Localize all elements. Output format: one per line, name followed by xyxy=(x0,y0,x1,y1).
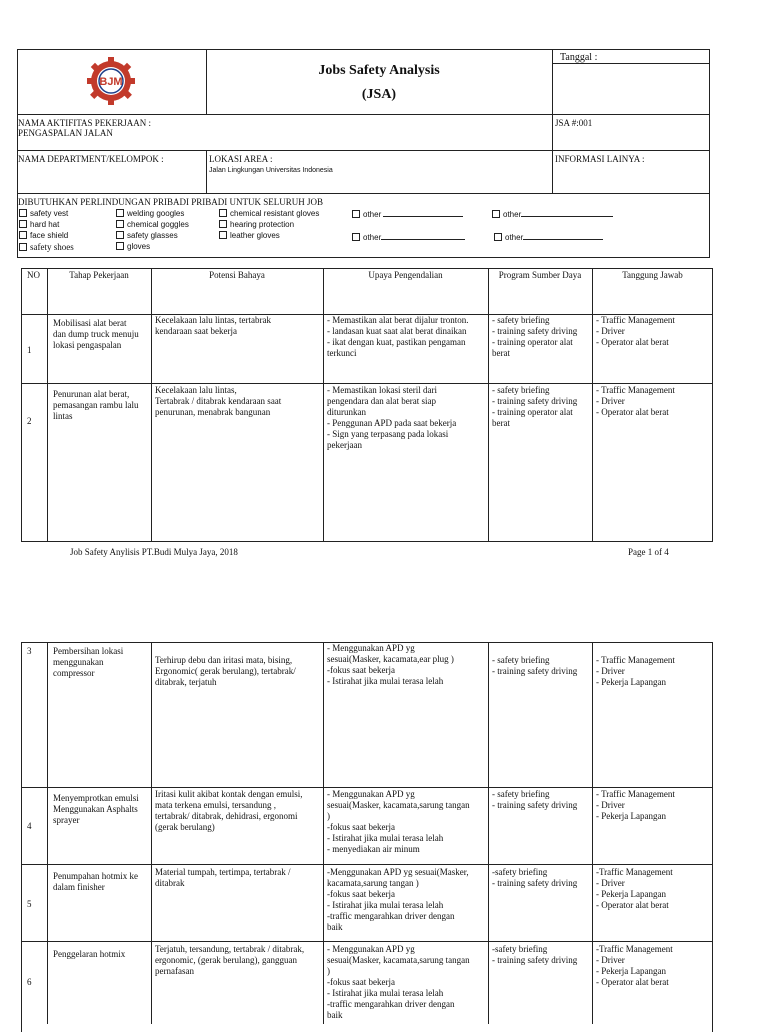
activity-label: NAMA AKTIFITAS PEKERJAAN : xyxy=(18,118,152,128)
row2-tanggung: - Traffic Management - Driver - Operator alat berat xyxy=(596,385,675,417)
ppe-gloves[interactable]: gloves xyxy=(116,242,150,252)
checkbox-icon[interactable] xyxy=(116,220,124,228)
activity-value: PENGASPALAN JALAN xyxy=(18,128,113,138)
row1-program: - safety briefing - training safety driving - training operator alat berat xyxy=(492,315,578,358)
row5-no: 5 xyxy=(27,899,32,909)
checkbox-icon[interactable] xyxy=(19,231,27,239)
row4-tahap: Menyemprotkan emulsi Menggunakan Asphalts sprayer xyxy=(53,793,139,825)
ppe-other-3[interactable]: other xyxy=(492,209,613,220)
checkbox-icon[interactable] xyxy=(352,233,360,241)
checkbox-icon[interactable] xyxy=(116,209,124,217)
row3-program: - safety briefing - training safety driving xyxy=(492,655,578,676)
lokasi-label: LOKASI AREA : xyxy=(209,154,273,164)
footer-page: Page 1 of 4 xyxy=(628,547,669,557)
header-no: NO xyxy=(27,270,40,280)
ppe-section-label: DIBUTUHKAN PERLINDUNGAN PRIBADI PRIBADI UNTUK SELURUH JOB xyxy=(18,197,324,207)
row1-tanggung: - Traffic Management - Driver - Operator alat berat xyxy=(596,315,675,347)
checkbox-icon[interactable] xyxy=(219,231,227,239)
ppe-chemical-goggles[interactable]: chemical goggles xyxy=(116,220,189,230)
row3-tanggung: - Traffic Management - Driver - Pekerja Lapangan xyxy=(596,655,675,687)
checkbox-icon[interactable] xyxy=(492,210,500,218)
header-bahaya: Potensi Bahaya xyxy=(209,270,265,280)
department-label: NAMA DEPARTMENT/KELOMPOK : xyxy=(18,154,164,164)
row5-bahaya: Material tumpah, tertimpa, tertabrak / ditabrak xyxy=(155,867,291,888)
row1-upaya: - Memastikan alat berat dijalur tronton. - landasan kuat saat alat berat dinaikan - ikat dengan kuat, pastikan pengaman terkunci xyxy=(327,315,469,358)
ppe-other-1[interactable]: other xyxy=(352,209,463,220)
ppe-face-shield[interactable]: face shield xyxy=(19,231,68,241)
row5-tanggung: -Traffic Management - Driver - Pekerja Lapangan - Operator alat berat xyxy=(596,867,673,910)
checkbox-icon[interactable] xyxy=(219,209,227,217)
ppe-safety-shoes[interactable]: safety shoes xyxy=(19,242,74,252)
ppe-other-2[interactable]: other xyxy=(352,232,465,243)
row2-program: - safety briefing - training safety driving - training operator alat berat xyxy=(492,385,578,428)
row5-upaya: -Menggunakan APD yg sesuai(Masker, kacamata,sarung tangan ) -fokus saat bekerja - Istirahat jika mulai terasa lelah -traffic mengarahkan driver dengan baik xyxy=(327,867,469,932)
row2-no: 2 xyxy=(27,416,32,426)
header-upaya: Upaya Pengendalian xyxy=(368,270,443,280)
header-tanggung: Tanggung Jawab xyxy=(622,270,683,280)
row4-bahaya: Iritasi kulit akibat kontak dengan emulsi, mata terkena emulsi, tersandung , tertabrak/ ditabrak, dehidrasi, ergonomi (gerak berulang) xyxy=(155,789,303,832)
row2-tahap: Penurunan alat berat, pemasangan rambu lalu lintas xyxy=(53,389,139,421)
row6-tanggung: -Traffic Management - Driver - Pekerja Lapangan - Operator alat berat xyxy=(596,944,673,987)
checkbox-icon[interactable] xyxy=(19,243,27,251)
checkbox-icon[interactable] xyxy=(116,242,124,250)
row3-bahaya: Terhirup debu dan iritasi mata, bising, Ergonomic( gerak berulang), tertabrak/ ditabrak, terjatuh xyxy=(155,655,296,687)
row1-no: 1 xyxy=(27,345,32,355)
row6-no: 6 xyxy=(27,977,32,987)
checkbox-icon[interactable] xyxy=(494,233,502,241)
row6-tahap: Penggelaran hotmix xyxy=(53,949,126,959)
company-logo-icon xyxy=(80,56,142,106)
ppe-other-4[interactable]: other xyxy=(494,232,603,243)
row2-upaya: - Memastikan lokasi steril dari pengendara dan alat berat siap diturunkan - Penggunan APD pada saat bekerja - Sign yang terpasang pada lokasi pekerjaan xyxy=(327,385,457,450)
row3-tahap: Pembersihan lokasi menggunakan compressor xyxy=(53,646,124,678)
checkbox-icon[interactable] xyxy=(116,231,124,239)
checkbox-icon[interactable] xyxy=(19,220,27,228)
row5-tahap: Penumpahan hotmix ke dalam finisher xyxy=(53,871,138,892)
document-subtitle: (JSA) xyxy=(361,87,397,102)
row1-bahaya: Kecelakaan lalu lintas, tertabrak kendaraan saat bekerja xyxy=(155,315,271,336)
checkbox-icon[interactable] xyxy=(19,209,27,217)
row1-tahap: Mobilisasi alat berat dan dump truck menuju lokasi pengaspalan xyxy=(53,318,139,350)
tanggal-label: Tanggal : xyxy=(560,52,598,63)
row6-program: -safety briefing - training safety driving xyxy=(492,944,578,965)
info-label: INFORMASI LAINYA : xyxy=(555,154,645,164)
row3-upaya: - Menggunakan APD yg sesuai(Masker, kacamata,ear plug ) -fokus saat bekerja - Istirahat jika mulai terasa lelah xyxy=(327,643,454,686)
ppe-chemical-resistant-gloves[interactable]: chemical resistant gloves xyxy=(219,209,319,219)
header-program: Program Sumber Daya xyxy=(498,270,582,280)
row4-no: 4 xyxy=(27,821,32,831)
row3-no: 3 xyxy=(27,646,32,656)
checkbox-icon[interactable] xyxy=(352,210,360,218)
row4-upaya: - Menggunakan APD yg sesuai(Masker, kacamata,sarung tangan ) -fokus saat bekerja - Istirahat jika mulai terasa lelah - menyediakan air minum xyxy=(327,789,470,854)
row4-program: - safety briefing - training safety driving xyxy=(492,789,578,810)
document-title: Jobs Safety Analysis xyxy=(318,63,440,78)
row6-bahaya: Terjatuh, tersandung, tertabrak / ditabrak, ergonomic, (gerak berulang), gangguan pernafasan xyxy=(155,944,305,976)
row5-program: -safety briefing - training safety driving xyxy=(492,867,578,888)
ppe-hard-hat[interactable]: hard hat xyxy=(19,220,59,230)
footer-left: Job Safety Anylisis PT.Budi Mulya Jaya, 2018 xyxy=(70,547,238,557)
ppe-safety-glasses[interactable]: safety glasses xyxy=(116,231,178,241)
ppe-safety-vest[interactable]: safety vest xyxy=(19,209,68,219)
row2-bahaya: Kecelakaan lalu lintas, Tertabrak / ditabrak kendaraan saat penurunan, menabrak bangunan xyxy=(155,385,282,417)
ppe-welding-googles[interactable]: welding googles xyxy=(116,209,184,219)
row6-upaya: - Menggunakan APD yg sesuai(Masker, kacamata,sarung tangan ) -fokus saat bekerja - Istirahat jika mulai terasa lelah -traffic mengarahkan driver dengan baik xyxy=(327,944,470,1020)
ppe-hearing-protection[interactable]: hearing protection xyxy=(219,220,294,230)
logo-text: BJM xyxy=(99,76,123,88)
row4-tanggung: - Traffic Management - Driver - Pekerja Lapangan xyxy=(596,789,675,821)
jsa-number: JSA #:001 xyxy=(555,118,593,128)
lokasi-value: Jalan Lingkungan Universitas Indonesia xyxy=(209,167,333,174)
checkbox-icon[interactable] xyxy=(219,220,227,228)
header-tahap: Tahap Pekerjaan xyxy=(69,270,129,280)
ppe-leather-gloves[interactable]: leather gloves xyxy=(219,231,280,241)
